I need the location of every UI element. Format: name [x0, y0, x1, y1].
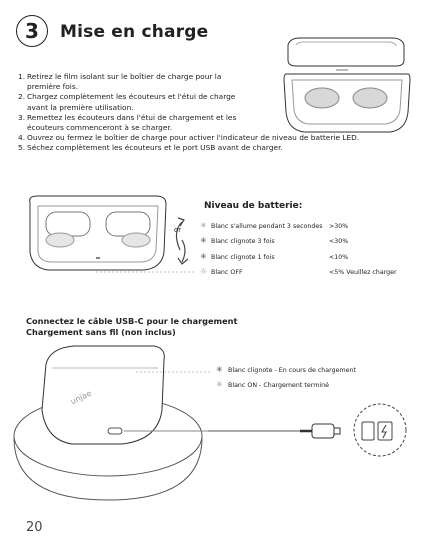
battery-charging-icon	[354, 404, 406, 456]
charging-status-label: Blanc ON - Chargement terminé	[228, 382, 329, 389]
usb-c-cable-illustration	[208, 424, 340, 438]
instruction-item	[18, 133, 413, 143]
led-blink-icon: ✳	[216, 365, 223, 374]
instruction-number: 4.	[18, 133, 26, 143]
instruction-item	[18, 113, 413, 133]
or-label: or	[174, 226, 182, 234]
battery-level-title: Niveau de batterie:	[204, 201, 303, 211]
led-off-icon: ☼	[200, 267, 208, 276]
case-with-earbuds-illustration	[30, 196, 196, 272]
battery-level-label: Blanc s'allume pendant 3 secondes	[211, 223, 323, 230]
battery-level-value: <30%	[329, 238, 349, 245]
section-title: Mise en charge	[60, 22, 209, 42]
battery-level-value: <5% Veuillez charger	[329, 269, 397, 276]
page-number: 20	[26, 520, 43, 535]
instruction-item	[18, 143, 413, 153]
instruction-item	[18, 92, 413, 112]
charging-status-label: Blanc clignote - En cours de chargement	[228, 367, 356, 374]
instruction-text: Séchez complètement les écouteurs et le port USB avant de charger.	[27, 143, 283, 153]
wireless-charging-illustration	[14, 346, 210, 500]
battery-level-row	[200, 222, 410, 234]
wireless-line: Chargement sans fil (non inclus)	[26, 327, 176, 337]
instruction-number: 3.	[18, 112, 26, 122]
battery-level-row	[200, 268, 410, 280]
battery-level-value: <10%	[329, 254, 349, 261]
instruction-text: Remettez les écouteurs dans l'étui de chargement et les écouteurs commenceront à se charger.	[27, 112, 237, 133]
instruction-text: Retirez le film isolant sur le boîtier de charge pour la première fois.	[27, 72, 222, 92]
instruction-text: Ouvrez ou fermez le boîtier de charge pour activer l'indicateur de niveau de batterie LED.	[27, 133, 360, 143]
charging-status-row	[216, 366, 416, 378]
battery-level-value: >30%	[329, 223, 349, 230]
instruction-number: 1.	[18, 72, 26, 81]
instruction-text: Chargez complètement les écouteurs et l'étui de charge avant la première utilisation.	[27, 92, 236, 112]
instruction-number: 2.	[18, 92, 26, 102]
battery-level-row	[200, 253, 410, 265]
usb-charging-heading	[26, 316, 237, 338]
instruction-list	[18, 72, 413, 154]
led-blink-icon: ✳	[200, 236, 207, 245]
instruction-item	[18, 72, 413, 92]
battery-level-row	[200, 237, 410, 249]
usb-cable-line: Connectez le câble USB-C pour le chargement	[26, 316, 238, 326]
led-steady-icon: ✳	[200, 221, 207, 230]
charging-status-row	[216, 381, 416, 393]
battery-level-label: Blanc clignote 3 fois	[211, 238, 275, 245]
battery-level-label: Blanc clignote 1 fois	[211, 254, 275, 261]
led-blink-icon: ✳	[200, 252, 207, 261]
battery-level-label: Blanc OFF	[211, 269, 243, 276]
led-steady-icon: ✳	[216, 380, 223, 389]
step-number: 3	[25, 19, 39, 43]
case-logo: unjae	[69, 388, 94, 407]
instruction-number: 5.	[18, 143, 26, 153]
rotate-arrows-icon	[176, 218, 188, 264]
